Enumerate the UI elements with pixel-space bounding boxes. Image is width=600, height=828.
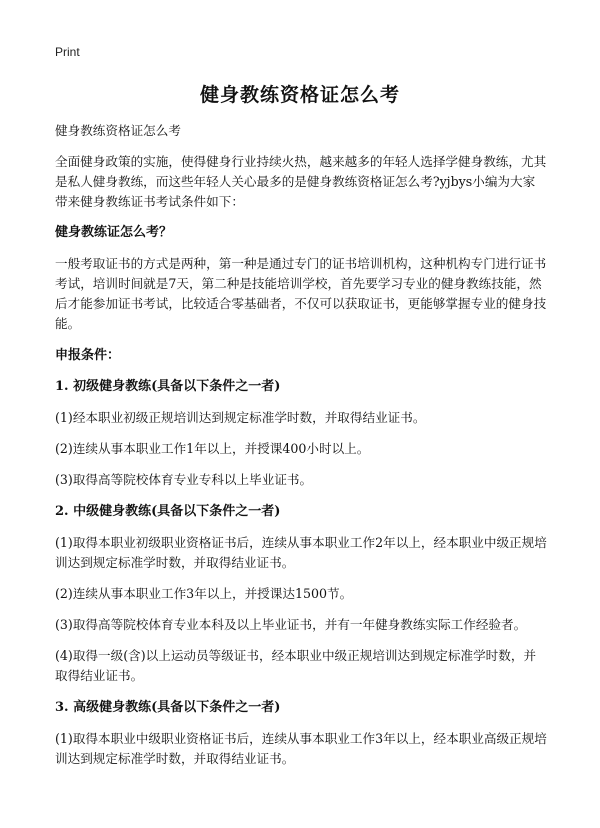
list-item: (2)连续从事本职业工作1年以上，并授课400小时以上。 — [55, 441, 370, 456]
list-item: (1)取得本职业中级职业资格证书后，连续从事本职业工作3年以上，经本职业高级正规培训达到规定标准学时数，并取得结业证书。 — [55, 731, 547, 766]
list-item: (4)取得一级(含)以上运动员等级证书，经本职业中级正规培训达到规定标准学时数，并取得结业证书。 — [55, 648, 537, 683]
list-item: (1)取得本职业初级职业资格证书后，连续从事本职业工作2年以上，经本职业中级正规培训达到规定标准学时数，并取得结业证书。 — [55, 535, 547, 570]
list-item: (3)取得高等院校体育专业专科以上毕业证书。 — [55, 472, 313, 487]
list-item: (1)经本职业初级正规培训达到规定标准学时数，并取得结业证书。 — [55, 410, 426, 425]
document-subtitle: 健身教练资格证怎么考 — [55, 123, 181, 138]
level-heading-intermediate: 2. 中级健身教练(具备以下条件之一者) — [55, 504, 281, 519]
level-heading-senior: 3. 高级健身教练(具备以下条件之一者) — [55, 700, 281, 715]
page-title: 健身教练资格证怎么考 — [199, 84, 400, 106]
print-link[interactable]: Print — [55, 45, 80, 59]
section-body-how: 一般考取证书的方式是两种，第一种是通过专门的证书培训机构，这种机构专门进行证书考试，培训时间就是7天，第二种是技能培训学校，首先要学习专业的健身教练技能，然后才能参加证书考试，比较适合零基础者，不仅可以获取证书，更能够掌握专业的健身技能。 — [55, 256, 547, 331]
level-heading-junior: 1. 初级健身教练(具备以下条件之一者) — [55, 379, 281, 394]
intro-paragraph: 全面健身政策的实施，使得健身行业持续火热，越来越多的年轻人选择学健身教练，尤其是私人健身教练，而这些年轻人关心最多的是健身教练资格证怎么考?yjbys小编为大家带来健身教练证书考试条件如下： — [55, 154, 547, 209]
list-item: (2)连续从事本职业工作3年以上，并授课达1500节。 — [55, 586, 353, 601]
list-item: (3)取得高等院校体育专业本科及以上毕业证书，并有一年健身教练实际工作经验者。 — [55, 617, 527, 632]
section-heading-how: 健身教练证怎么考？ — [55, 225, 173, 240]
document-body — [55, 121, 547, 780]
section-heading-conditions: 申报条件： — [55, 348, 121, 363]
